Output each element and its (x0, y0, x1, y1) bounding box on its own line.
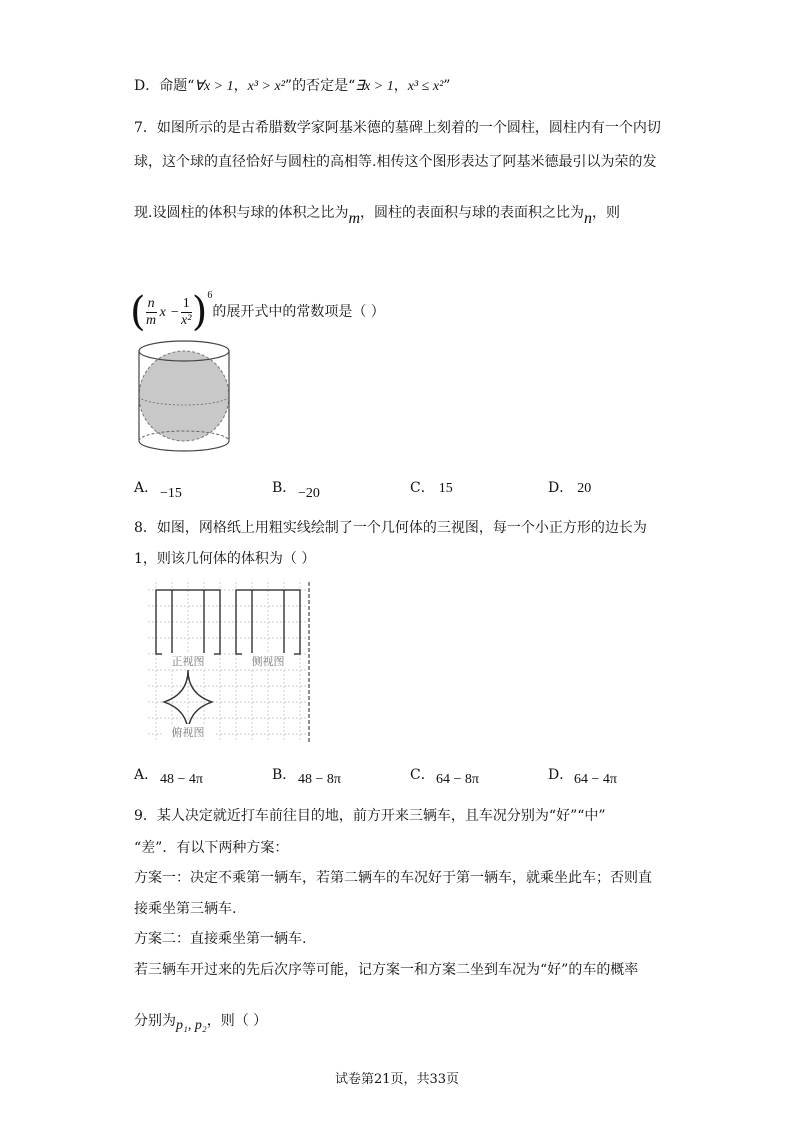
minus-sign: − (170, 305, 179, 320)
fraction-n-over-m (146, 296, 157, 329)
three-views-figure (148, 582, 314, 744)
exponent: 6 (207, 290, 213, 301)
q9-line-1: 9．某人决定就近打车前往目的地，前方开来三辆车，且车况分别为“好”“中” (134, 808, 606, 824)
q7-line-2: 球，这个球的直径恰好与圆柱的高相等.相传这个图形表达了阿基米德最引以为荣的发 (134, 154, 657, 170)
option-label: B． (272, 480, 297, 496)
q7-option-d (548, 478, 591, 499)
q9-line-2: “差”．有以下两种方案： (134, 840, 289, 856)
sep: ， (233, 78, 248, 94)
ineq-1: x³ > x² (247, 79, 285, 94)
q7-option-b-value: −20 (298, 486, 320, 501)
q9-line-3: 方案一：决定不乘第一辆车，若第二辆车的车况好于第一辆车，就乘坐此车；否则直 (134, 870, 652, 886)
forall-expr: ∀x > 1 (194, 79, 234, 94)
cylinder-bottom-front (139, 441, 229, 451)
var-n: n (584, 210, 593, 227)
q8-option-a-value: 48 − 4π (160, 772, 203, 787)
q7-option-a-value: −15 (160, 486, 182, 501)
inscribed-sphere (139, 351, 229, 441)
q9-line-5: 方案二：直接乘坐第一辆车. (134, 931, 307, 947)
q8-option-c-value: 64 − 8π (436, 772, 479, 787)
prev-option-d-label: D．命题“ (134, 78, 195, 94)
fraction-1-over-x2 (181, 296, 192, 329)
option-label: D． (548, 767, 574, 783)
prev-option-d-mid: ”的否定是“ (284, 78, 356, 94)
q9-line-7b: ，则（ ） (206, 1013, 268, 1029)
q7-option-a (134, 478, 158, 498)
q8-option-b-value: 48 − 8π (298, 772, 341, 787)
ineq-2: x³ ≤ x² (407, 79, 444, 94)
q9-line-4: 接乘坐第三辆车. (134, 901, 237, 917)
q7-expression-line (130, 276, 385, 335)
q8-option-d (548, 765, 573, 785)
q8-option-a (134, 765, 158, 785)
right-paren: ) (191, 289, 208, 335)
q8-option-d-value: 64 − 4π (574, 772, 617, 787)
quote-close: ” (443, 78, 451, 94)
option-value: 15 (438, 481, 453, 496)
option-label: C． (410, 767, 435, 783)
q7-line-1: 7．如图所示的是古希腊数学家阿基米德的墓碑上刻着的一个圆柱，圆柱内有一个内切 (134, 120, 661, 136)
top-view-label: 俯视图 (171, 726, 205, 739)
page-footer: 试卷第21页，共33页 (334, 1072, 460, 1087)
q7-line-4: 的展开式中的常数项是（ ） (212, 304, 385, 320)
q8-option-b (272, 765, 296, 785)
side-view-label: 侧视图 (251, 655, 285, 668)
option-label: D． (548, 480, 574, 496)
q9-line-7 (134, 1011, 267, 1032)
option-value: 20 (577, 481, 592, 496)
q7-line-3a: 现.设圆柱的体积与球的体积之比为 (134, 205, 349, 221)
option-label: A． (134, 767, 159, 783)
frac-den: x² (181, 312, 192, 328)
q7-option-b (272, 478, 296, 498)
cylinder-sphere-figure (134, 332, 244, 460)
left-paren: ( (130, 289, 146, 335)
q8-option-c (410, 765, 435, 785)
q7-option-c (410, 478, 453, 499)
var-x: x (159, 305, 166, 320)
q7-line-3 (134, 203, 621, 227)
q9-line-6: 若三辆车开过来的先后次序等可能，记方案一和方案二坐到车况为“好”的车的概率 (134, 962, 639, 978)
prev-option-d (134, 76, 450, 97)
q7-line-3c: ，则 (592, 205, 621, 221)
vars-p1-p2: p₁, p₂ (176, 1018, 207, 1033)
front-view-label: 正视图 (171, 655, 205, 668)
q8-line-1: 8．如图，网格纸上用粗实线绘制了一个几何体的三视图，每一个小正方形的边长为 (134, 520, 647, 536)
q9-line-7a: 分别为 (134, 1013, 176, 1029)
var-m: m (348, 210, 361, 227)
frac-den: m (146, 312, 157, 328)
sep: ， (393, 78, 408, 94)
option-label: C． (410, 480, 435, 496)
q8-line-2: 1，则该几何体的体积为（ ） (134, 551, 316, 567)
frac-num: 1 (182, 295, 190, 311)
option-label: B． (272, 767, 297, 783)
option-label: A． (134, 480, 159, 496)
frac-num: n (147, 295, 155, 311)
exists-expr: ∃x > 1 (355, 79, 394, 94)
q7-line-3b: ，圆柱的表面积与球的表面积之比为 (360, 205, 585, 221)
